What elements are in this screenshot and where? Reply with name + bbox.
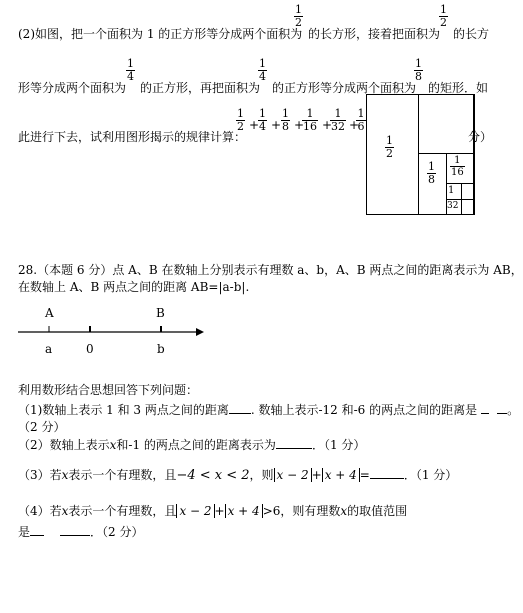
frac-den: 16	[303, 120, 317, 133]
q28-s1-score: （2 分）	[18, 420, 66, 434]
q28-s1	[18, 401, 519, 418]
answer-blank-2a[interactable]	[481, 403, 489, 414]
abs-expr-2: x + 4	[322, 468, 360, 482]
series-term-2	[258, 108, 267, 133]
part2-line1-b: 的长方形，接着把面积为	[308, 27, 441, 41]
frac-num: 1	[440, 3, 447, 16]
frac-num: 1	[357, 107, 365, 120]
plus-sign: +	[249, 118, 260, 132]
fraction-quarter-2	[258, 58, 267, 83]
q28-s4	[18, 502, 407, 519]
s4b-text: 表示一个有理数，且	[68, 504, 177, 518]
s1-text: （1)数轴上表示 1 和 3 两点之间的距离	[18, 403, 229, 417]
frac-num: 1	[282, 107, 289, 120]
q28-s2	[18, 436, 365, 453]
answer-blank-1[interactable]	[229, 403, 251, 414]
s3a-text: （3）若	[18, 468, 62, 482]
series-term-4	[302, 108, 318, 133]
part2-line3-a: 此进行下去，试利用图形揭示的规律计算：	[18, 130, 247, 144]
frac-num: 1	[127, 57, 134, 70]
frac-den: 8	[282, 120, 289, 133]
answer-blank-2b[interactable]	[497, 403, 507, 414]
axis-label-b: b	[157, 342, 165, 356]
s2c-text: ．（1 分）	[311, 438, 366, 452]
var-x: x	[340, 504, 348, 518]
diagram-eighth-label	[427, 161, 436, 186]
s4e-text: 是	[18, 525, 31, 539]
inequality: −4 < x < 2	[176, 468, 250, 483]
frac-den: 8	[415, 70, 422, 83]
plus-sign: +	[322, 118, 333, 132]
plus-sign: +	[271, 118, 282, 132]
frac-num: 1	[295, 3, 302, 16]
number-line	[14, 300, 214, 360]
part2-line3-tail: 分）	[468, 130, 493, 144]
s3e-text: ．（1 分）	[403, 468, 458, 482]
series-term-3	[281, 108, 290, 133]
answer-blank-5a[interactable]	[30, 525, 44, 536]
axis-label-A: A	[45, 306, 54, 320]
series-term-1	[236, 108, 245, 133]
s4a-text: （4）若	[18, 504, 62, 518]
abs-expr-1: x − 2	[176, 504, 214, 518]
abs-expr-1: x − 2	[274, 468, 312, 482]
s4f-text: ．（2 分）	[90, 525, 144, 539]
fraction-half-2	[439, 4, 448, 29]
q28-s4-line2	[18, 523, 143, 540]
var-x: x	[109, 438, 117, 452]
var-x: x	[61, 504, 69, 518]
q28-s3	[18, 466, 457, 483]
frac-num: 1	[415, 57, 422, 70]
quarter-square	[418, 94, 475, 154]
s1b-text: . 数轴上表示-12 和-6 的两点之间的距离是	[250, 403, 478, 417]
square-subdivision-diagram	[366, 94, 474, 215]
answer-blank-3[interactable]	[276, 438, 312, 449]
frac-den: 4	[259, 120, 266, 133]
plus-sign: +	[311, 468, 322, 482]
frac-den: 8	[428, 173, 435, 186]
part2-line2-d: 的矩形．如	[428, 81, 489, 95]
frac-den: 32	[331, 120, 345, 133]
part2-line2-b: 的正方形，再把面积为	[140, 81, 261, 95]
frac-num: 1	[237, 107, 244, 120]
frac-num: 1	[259, 57, 266, 70]
s4c-text: >6，则有理数	[262, 504, 341, 518]
diagram-label-1: 1	[448, 185, 455, 196]
frac-den: 4	[259, 70, 266, 83]
frac-den: 2	[237, 120, 244, 133]
frac-num: 1	[259, 107, 266, 120]
fraction-quarter-1	[126, 58, 135, 83]
frac-den: 2	[440, 16, 447, 29]
answer-blank-4[interactable]	[370, 468, 404, 479]
frac-den: 4	[127, 70, 134, 83]
diagram-half-label	[385, 135, 394, 160]
s3c-text: ，则	[249, 468, 274, 482]
series-term-5	[330, 108, 346, 133]
series-term-6	[356, 108, 366, 133]
arrow-head-icon	[196, 328, 204, 336]
axis-label-B: B	[156, 306, 165, 320]
part2-line1-a: (2)如图，把一个面积为 1 的正方形等分成两个面积为	[18, 27, 303, 41]
frac-num: 1	[334, 107, 342, 120]
frac-num: 1	[306, 107, 314, 120]
q28-title: 28.（本题 6 分）点 A、B 在数轴上分别表示有理数 a、b，A、B 两点之间的距离表示为 AB，	[18, 263, 523, 277]
frac-den: 16	[451, 167, 464, 178]
part2-line2-a: 形等分成两个面积为	[18, 81, 127, 95]
s4d-text: 的取值范围	[347, 504, 408, 518]
part2-line1-c: 的长方	[453, 27, 490, 41]
frac-num: 1	[386, 134, 393, 147]
q28-intro: 利用数形结合思想回答下列问题：	[18, 383, 199, 397]
part2-line2-c: 的正方形等分成两个面积为	[272, 81, 417, 95]
axis-label-0: 0	[86, 342, 94, 356]
fraction-half-1	[294, 4, 303, 29]
fraction-eighth	[414, 58, 423, 83]
q28-title-2: 在数轴上 A、B 两点之间的距离 AB=|a-b|.	[18, 280, 250, 294]
plus-sign: +	[214, 504, 225, 518]
s3b-text: 表示一个有理数，且	[68, 468, 177, 482]
equals-sign: =	[359, 468, 370, 482]
frac-den: 6	[357, 120, 365, 133]
frac-num: 1	[428, 160, 435, 173]
answer-blank-5b[interactable]	[60, 525, 90, 536]
frac-den: 2	[295, 16, 302, 29]
s2a-text: （2）数轴上表示	[18, 438, 110, 452]
s2b-text: 和-1 的两点之间的距离表示为	[116, 438, 276, 452]
abs-expr-2: x + 4	[225, 504, 263, 518]
diagram-sixteenth-label	[450, 155, 465, 178]
small-rect-2	[461, 199, 475, 215]
plus-sign: +	[294, 118, 305, 132]
frac-num: 1	[454, 155, 461, 166]
diagram-label-32: 32	[447, 201, 459, 211]
frac-den: 2	[386, 147, 393, 160]
axis-label-a: a	[45, 342, 53, 356]
plus-sign: +	[349, 118, 360, 132]
s1c-text: 。	[507, 403, 520, 417]
var-x: x	[61, 468, 69, 482]
